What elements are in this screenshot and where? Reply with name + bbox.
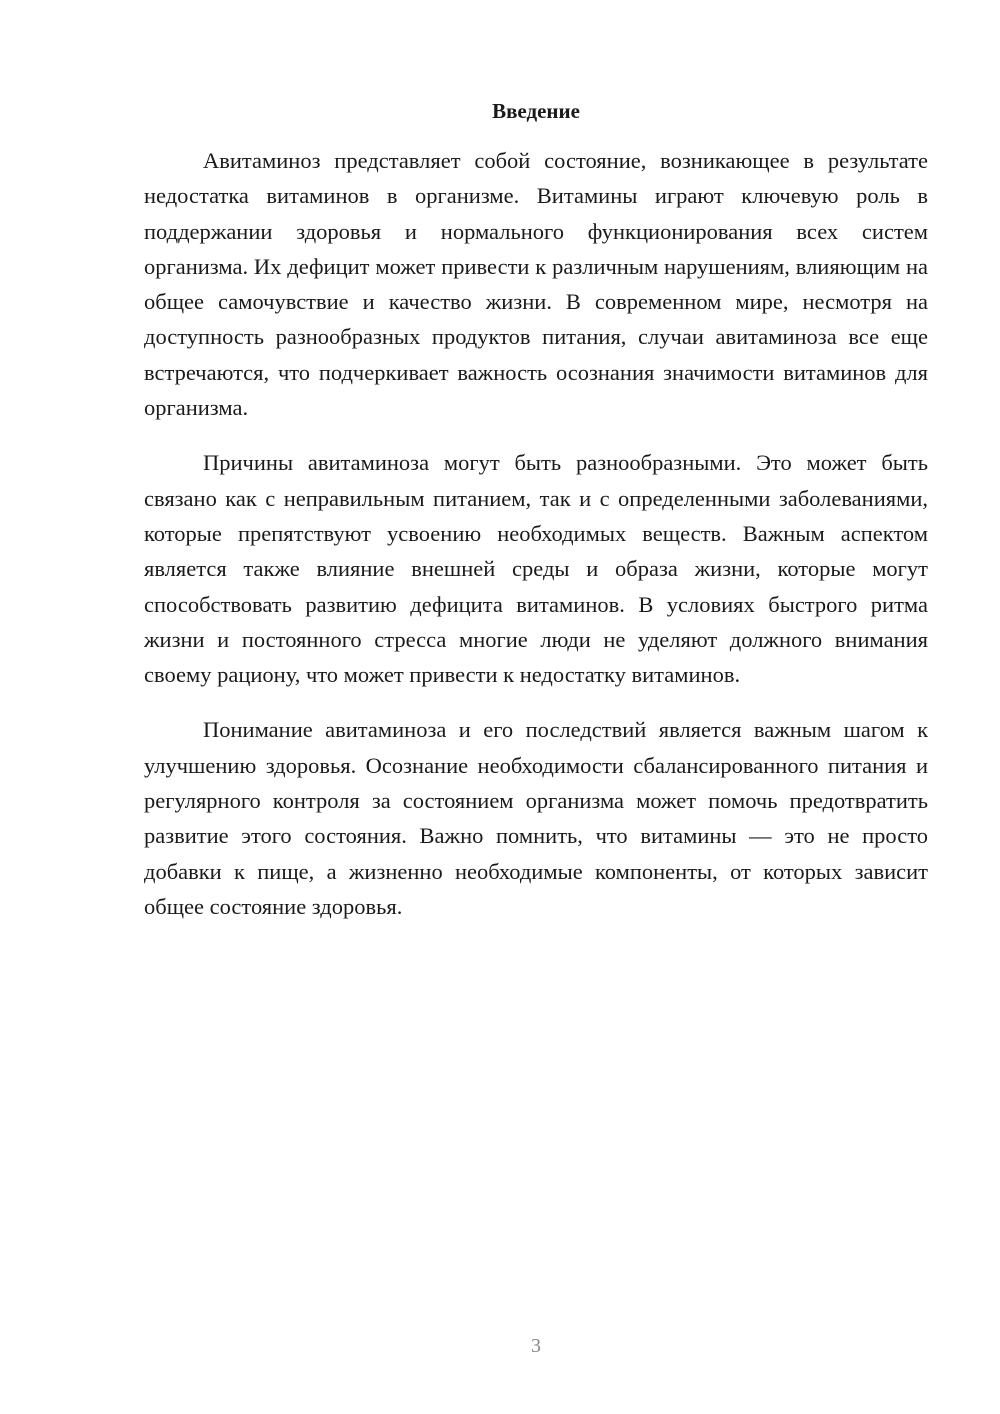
page-number: 3 <box>531 1335 541 1357</box>
paragraph-1: Авитаминоз представляет собой состояние, возникающее в результате недостатка витаминов в организме. Витамины играют ключевую роль в поддержании здоровья и нормального функционирования всех систем организма. Их дефицит может привести к различным нарушениям, влияющим на общее самочувствие и качество жизни. В современном мире, несмотря на доступность разнообразных продуктов питания, случаи авитаминоза все еще встречаются, что подчеркивает важность осознания значимости витаминов для организма. <box>144 148 928 421</box>
paragraph-3: Понимание авитаминоза и его последствий является важным шагом к улучшению здоровья. Осознание необходимости сбалансированного питания и регулярного контроля за состоянием организма может помочь предотвратить развитие этого состояния. Важно помнить, что витамины — это не просто добавки к пище, а жизненно необходимые компоненты, от которых зависит общее состояние здоровья. <box>144 717 928 919</box>
body-text <box>144 143 928 924</box>
section-title: Введение <box>492 99 580 123</box>
paragraph-2: Причины авитаминоза могут быть разнообразными. Это может быть связано как с неправильным питанием, так и с определенными заболеваниями, которые препятствуют усвоению необходимых веществ. Важным аспектом является также влияние внешней среды и образа жизни, которые могут способствовать развитию дефицита витаминов. В условиях быстрого ритма жизни и постоянного стресса многие люди не уделяют должного внимания своему рациону, что может привести к недостатку витаминов. <box>144 450 928 688</box>
